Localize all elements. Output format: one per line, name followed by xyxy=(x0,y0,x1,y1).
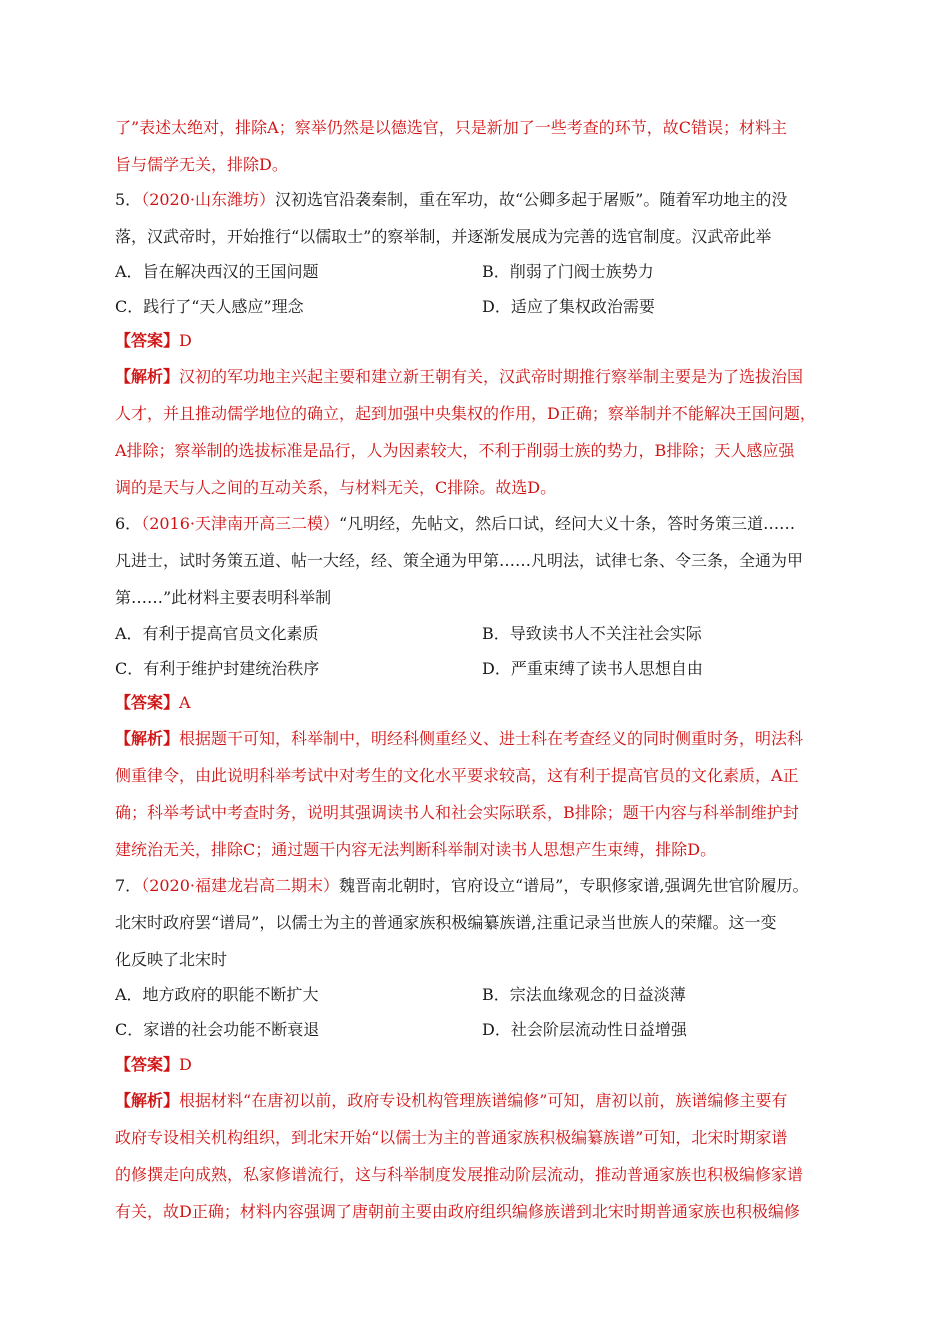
question-6-analysis-line-3: 确；科举考试中考查时务，说明其强调读书人和社会实际联系，B排除；题干内容与科举制维护封 xyxy=(115,803,799,822)
answer-value: D xyxy=(179,1055,192,1074)
question-6-stem xyxy=(115,514,795,534)
question-6-analysis-line-2: 侧重律令，由此说明科举考试中对考生的文化水平要求较高，这有利于提高官员的文化素质，A正 xyxy=(115,766,799,785)
question-6-option-b: B．导致读书人不关注社会实际 xyxy=(482,624,702,643)
question-source: （2020·山东潍坊） xyxy=(141,190,275,209)
question-7-analysis-line-4: 有关，故D正确；材料内容强调了唐朝前主要由政府组织编修族谱到北宋时期普通家族也积极编修 xyxy=(115,1202,800,1221)
prev-analysis-line-2: 旨与儒学无关，排除D。 xyxy=(115,155,288,174)
question-6-stem-line-2: 凡进士，试时务策五道、帖一大经，经、策全通为甲第……凡明法，试律七条、令三条，全通为甲 xyxy=(115,551,804,570)
question-5-option-b: B．削弱了门阀士族势力 xyxy=(482,262,654,281)
answer-label: 【答案】 xyxy=(115,693,180,712)
question-5-analysis-line-4: 调的是天与人之间的互动关系，与材料无关，C排除。故选D。 xyxy=(115,478,557,497)
answer-value: A xyxy=(179,693,191,712)
question-5-stem xyxy=(115,190,787,210)
question-5-option-c: C．践行了“天人感应”理念 xyxy=(115,297,304,316)
question-6-option-c: C．有利于维护封建统治秩序 xyxy=(115,659,320,678)
answer-value: D xyxy=(179,331,192,350)
question-7-stem-line-2: 北宋时政府罢“谱局”，以儒士为主的普通家族积极编纂族谱,注重记录当世族人的荣耀。这一变 xyxy=(115,913,777,932)
question-number: 7． xyxy=(115,876,142,895)
question-5-option-d: D．适应了集权政治需要 xyxy=(482,297,655,316)
question-6-stem-line-3: 第……”此材料主要表明科举制 xyxy=(115,588,332,607)
answer-label: 【答案】 xyxy=(115,331,180,350)
question-7-option-a: A．地方政府的职能不断扩大 xyxy=(115,985,319,1004)
question-5-analysis-line-3: A排除；察举制的选拔标准是品行，人为因素较大，不利于削弱士族的势力，B排除；天人感应强 xyxy=(115,441,795,460)
question-5-answer xyxy=(115,331,192,351)
question-6-option-d: D．严重束缚了读书人思想自由 xyxy=(482,659,703,678)
question-5-option-a: A．旨在解决西汉的王国问题 xyxy=(115,262,319,281)
analysis-text: 汉初的军功地主兴起主要和建立新王朝有关，汉武帝时期推行察举制主要是为了选拔治国 xyxy=(179,367,804,386)
question-7-option-c: C．家谱的社会功能不断衰退 xyxy=(115,1020,320,1039)
question-stem-text: 汉初选官沿袭秦制，重在军功，故“公卿多起于屠贩”。随着军功地主的没 xyxy=(275,190,788,209)
question-source: （2016·天津南开高三二模） xyxy=(141,514,339,533)
question-5-analysis-line-1 xyxy=(115,367,803,387)
question-7-option-d: D．社会阶层流动性日益增强 xyxy=(482,1020,687,1039)
analysis-label: 【解析】 xyxy=(115,367,180,386)
question-stem-text: 魏晋南北朝时，官府设立“谱局”，专职修家谱,强调先世官阶履历。 xyxy=(339,876,809,895)
question-6-analysis-line-4: 建统治无关，排除C；通过题干内容无法判断科举制对读书人思想产生束缚，排除D。 xyxy=(115,840,717,859)
question-5-analysis-line-2: 人才，并且推动儒学地位的确立，起到加强中央集权的作用，D正确；察举制并不能解决王国问题， xyxy=(115,404,816,423)
analysis-text: 根据题干可知，科举制中，明经科侧重经义、进士科在考查经义的同时侧重时务，明法科 xyxy=(179,729,804,748)
question-7-option-b: B．宗法血缘观念的日益淡薄 xyxy=(482,985,686,1004)
question-number: 5． xyxy=(115,190,142,209)
analysis-text: 根据材料“在唐初以前，政府专设机构管理族谱编修”可知，唐初以前，族谱编修主要有 xyxy=(179,1091,788,1110)
question-7-stem-line-3: 化反映了北宋时 xyxy=(115,950,228,969)
question-7-stem xyxy=(115,876,808,896)
answer-label: 【答案】 xyxy=(115,1055,180,1074)
analysis-label: 【解析】 xyxy=(115,729,180,748)
question-source: （2020·福建龙岩高二期末） xyxy=(141,876,339,895)
question-number: 6． xyxy=(115,514,142,533)
analysis-label: 【解析】 xyxy=(115,1091,180,1110)
question-stem-text: “凡明经，先帖文，然后口试，经问大义十条，答时务策三道…… xyxy=(339,514,796,533)
question-7-analysis-line-3: 的修撰走向成熟，私家修谱流行，这与科举制度发展推动阶层流动，推动普通家族也积极编修家谱 xyxy=(115,1165,804,1184)
question-6-answer xyxy=(115,693,191,713)
question-7-analysis-line-2: 政府专设相关机构组织，到北宋开始“以儒士为主的普通家族积极编纂族谱”可知，北宋时期家谱 xyxy=(115,1128,788,1147)
question-5-stem-line-2: 落，汉武帝时，开始推行“以儒取士”的察举制，并逐渐发展成为完善的选官制度。汉武帝此举 xyxy=(115,227,772,246)
question-6-analysis-line-1 xyxy=(115,729,803,749)
question-7-analysis-line-1 xyxy=(115,1091,787,1111)
question-6-option-a: A．有利于提高官员文化素质 xyxy=(115,624,319,643)
prev-analysis-line-1: 了”表述太绝对，排除A；察举仍然是以德选官，只是新加了一些考查的环节，故C错误；材料主 xyxy=(115,118,787,137)
question-7-answer xyxy=(115,1055,192,1075)
